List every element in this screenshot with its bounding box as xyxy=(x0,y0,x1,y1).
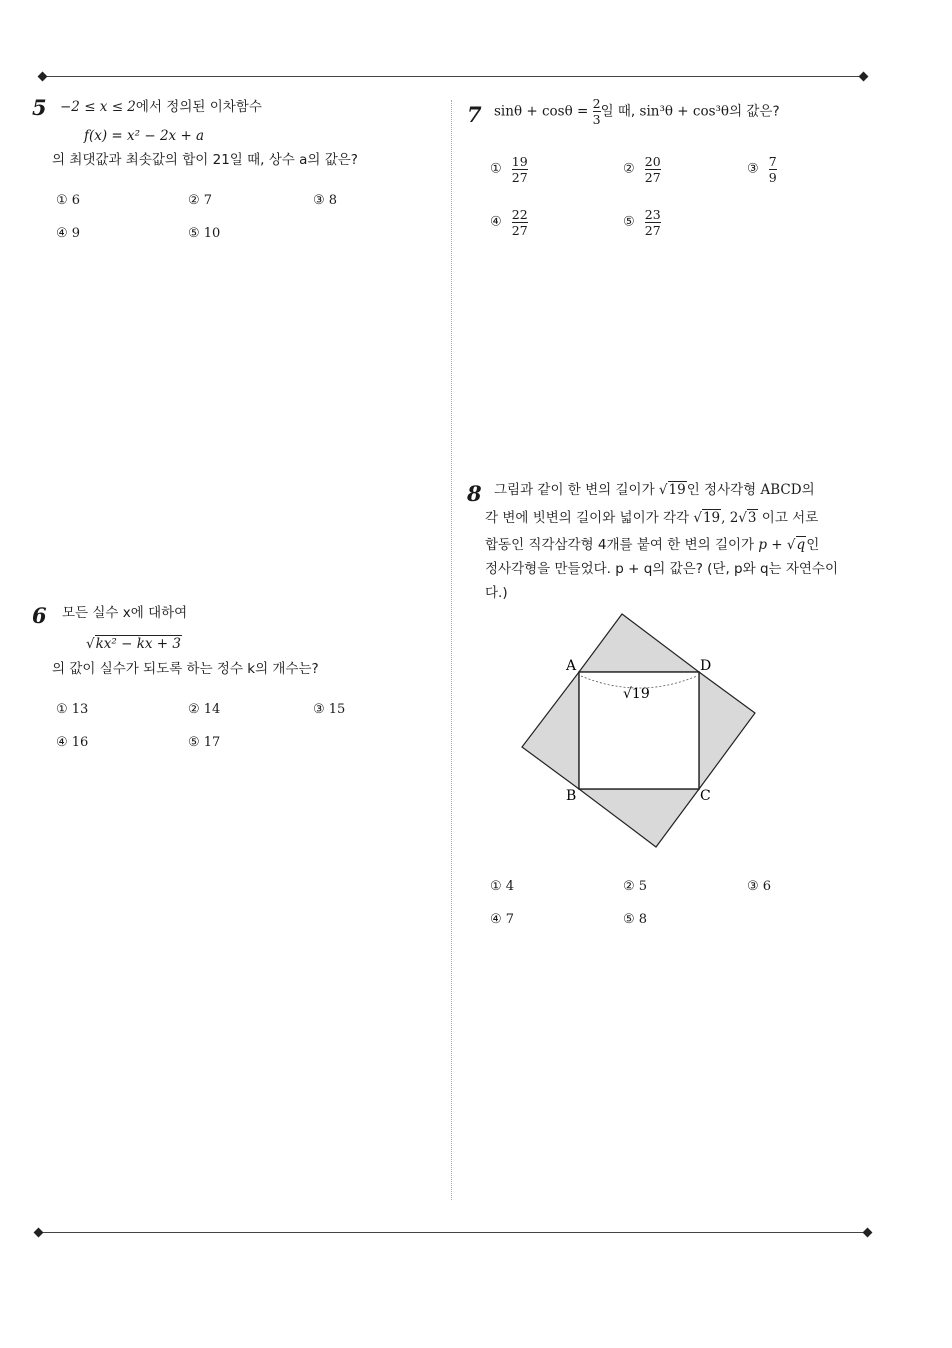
choice-2[interactable]: ② 7 xyxy=(188,193,213,208)
top-rule-right-dot xyxy=(859,72,869,82)
frac-denominator: 27 xyxy=(511,170,528,185)
problem-6-line1: 모든 실수 x에 대하여 xyxy=(62,605,188,621)
lhs-math: sinθ + cosθ = xyxy=(494,103,589,120)
frac-numerator: 23 xyxy=(644,207,661,222)
choice-4[interactable] xyxy=(490,207,528,238)
problem-6-question: 의 값이 실수가 되도록 하는 정수 k의 개수는? xyxy=(52,661,319,677)
radicand: q xyxy=(796,537,806,553)
radical: √3 xyxy=(738,510,757,526)
text: 각 변에 빗변의 길이와 넓이가 각각 xyxy=(485,510,690,526)
text: , 2 xyxy=(721,510,739,526)
choice-2[interactable]: ② 14 xyxy=(188,702,221,717)
choice-1[interactable] xyxy=(490,154,528,185)
radical: √19 xyxy=(658,482,686,498)
problem-5-question: 의 최댓값과 최솟값의 합이 21일 때, 상수 a의 값은? xyxy=(52,152,358,168)
triangle-left xyxy=(522,672,579,789)
line1-text: 에서 정의된 이차함수 xyxy=(135,99,262,115)
radical-sign: √ xyxy=(86,636,95,652)
choice-1[interactable]: ① 4 xyxy=(490,879,515,894)
problem-number: 5 xyxy=(32,95,47,120)
choice-mark: ⑤ xyxy=(623,214,635,230)
top-rule xyxy=(42,76,864,77)
choice-3[interactable]: ③ 8 xyxy=(313,193,338,208)
square-name: ABCD xyxy=(760,482,802,498)
label-a: A xyxy=(566,658,577,674)
radical: √q xyxy=(786,537,806,553)
problem-6-formula xyxy=(86,631,182,657)
problem-8-figure xyxy=(510,605,770,855)
choice-fraction xyxy=(645,154,661,185)
choice-1[interactable]: ① 6 xyxy=(56,193,81,208)
choice-2[interactable]: ② 5 xyxy=(623,879,648,894)
problem-5-line1 xyxy=(60,94,262,120)
frac-denominator: 27 xyxy=(644,170,661,185)
choice-fraction xyxy=(645,207,661,238)
problem-7-stem xyxy=(494,96,780,127)
problem-5-formula: f(x) = x² − 2x + a xyxy=(84,128,205,144)
radicand: 19 xyxy=(702,510,721,526)
problem-8-line3 xyxy=(485,532,819,558)
choice-4[interactable]: ④ 7 xyxy=(490,912,515,927)
problem-number: 8 xyxy=(467,481,482,506)
stem-mid: 일 때, xyxy=(600,103,636,120)
radical: √19 xyxy=(693,510,721,526)
problem-8-line5: 다.) xyxy=(485,585,508,601)
choice-3[interactable]: ③ 15 xyxy=(313,702,346,717)
problem-8-line2 xyxy=(485,505,818,531)
triangle-bottom xyxy=(579,789,699,847)
text: 인 정사각형 xyxy=(686,482,757,498)
frac-numerator: 20 xyxy=(644,154,661,169)
choice-2[interactable] xyxy=(623,154,661,185)
label-c: C xyxy=(700,788,711,804)
label-d: D xyxy=(700,658,712,674)
radicand: kx² − kx + 3 xyxy=(95,636,181,652)
text: 그림과 같이 한 변의 길이가 xyxy=(494,482,655,498)
choice-fraction xyxy=(512,154,528,185)
choice-3[interactable] xyxy=(747,154,777,185)
choice-mark: ① xyxy=(490,161,502,177)
frac-numerator: 7 xyxy=(768,154,777,169)
choice-5[interactable]: ⑤ 10 xyxy=(188,226,221,241)
bottom-rule-right-dot xyxy=(863,1228,873,1238)
stem-end: 의 값은? xyxy=(729,103,780,120)
math: p + xyxy=(758,537,783,553)
choice-mark: ② xyxy=(623,161,635,177)
domain-math: −2 ≤ x ≤ 2 xyxy=(60,99,136,115)
rhs-math: sin³θ + cos³θ xyxy=(639,103,730,120)
choice-fraction xyxy=(769,154,777,185)
frac-denominator: 9 xyxy=(768,170,777,185)
radicand: 3 xyxy=(747,510,757,526)
text: 합동인 직각삼각형 4개를 붙여 한 변의 길이가 xyxy=(485,537,755,553)
label-b: B xyxy=(566,788,577,804)
problem-number: 6 xyxy=(32,603,47,628)
choice-mark: ③ xyxy=(747,161,759,177)
choice-1[interactable]: ① 13 xyxy=(56,702,89,717)
problem-8-line1 xyxy=(494,477,815,503)
frac-denominator: 3 xyxy=(592,112,601,127)
text: 의 xyxy=(801,482,815,498)
frac-numerator: 2 xyxy=(592,96,601,111)
choice-5[interactable]: ⑤ 17 xyxy=(188,735,221,750)
choice-3[interactable]: ③ 6 xyxy=(747,879,772,894)
choice-4[interactable]: ④ 16 xyxy=(56,735,89,750)
side-label: √19 xyxy=(623,686,650,702)
frac-denominator: 27 xyxy=(644,223,661,238)
fraction-two-thirds xyxy=(593,96,601,127)
radicand: 19 xyxy=(668,482,686,498)
text: 인 xyxy=(806,537,820,553)
choice-mark: ④ xyxy=(490,214,502,230)
problem-number: 7 xyxy=(467,102,482,127)
bottom-rule xyxy=(38,1232,868,1233)
top-rule-left-dot xyxy=(38,72,48,82)
problem-8-line4: 정사각형을 만들었다. p + q의 값은? (단, p와 q는 자연수이 xyxy=(485,561,839,577)
frac-numerator: 22 xyxy=(511,207,528,222)
choice-fraction xyxy=(512,207,528,238)
choice-4[interactable]: ④ 9 xyxy=(56,226,81,241)
choice-5[interactable] xyxy=(623,207,661,238)
triangle-right xyxy=(699,672,755,789)
frac-numerator: 19 xyxy=(511,154,528,169)
triangle-top xyxy=(579,614,699,672)
bottom-rule-left-dot xyxy=(34,1228,44,1238)
choice-5[interactable]: ⑤ 8 xyxy=(623,912,648,927)
column-separator xyxy=(451,100,452,1200)
frac-denominator: 27 xyxy=(511,223,528,238)
text: 이고 서로 xyxy=(761,510,819,526)
